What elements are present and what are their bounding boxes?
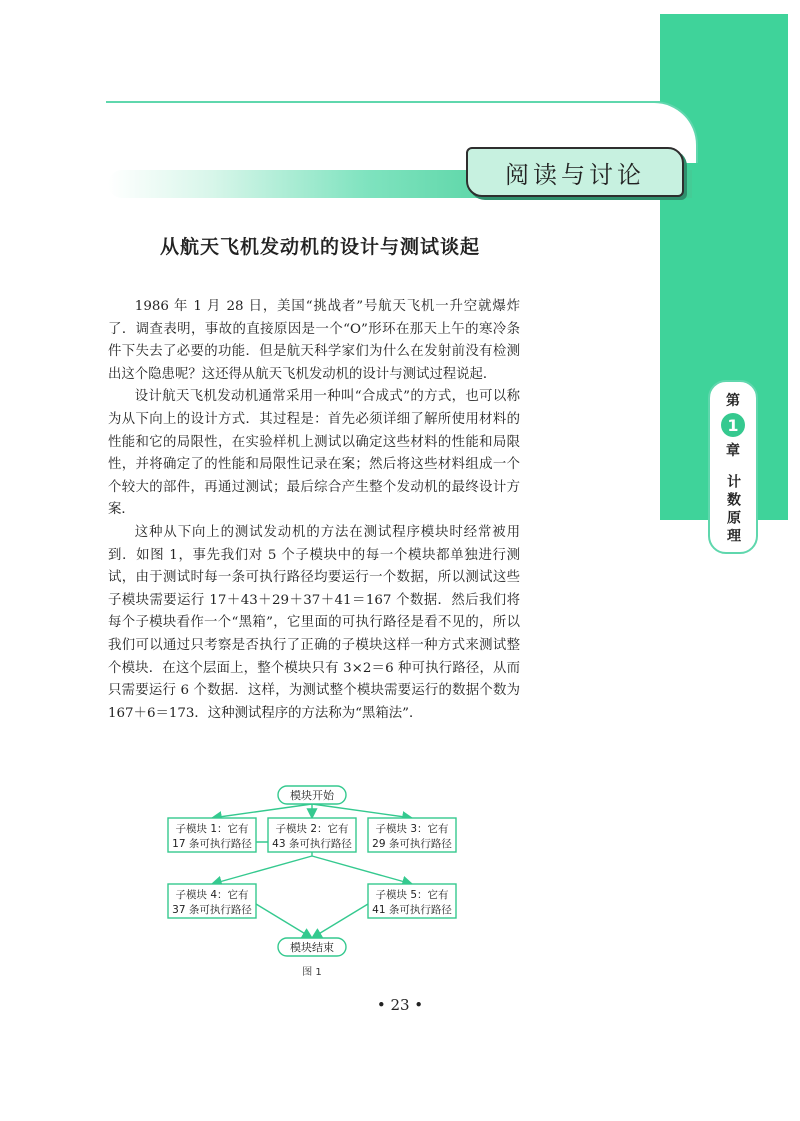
figure-caption: 图 1 — [302, 967, 322, 978]
module-5-line1: 子模块 5：它有 — [375, 889, 449, 901]
paragraph: 1986 年 1 月 28 日，美国“挑战者”号航天飞机一升空就爆炸了．调查表明，事故的直接原因是一个“O”形环在那天上午的寒冷条件下失去了必要的功能．但是航天科学家们为什么在发射前没有检测出这个隐患呢？这还得从航天飞机发动机的设计与测试过程说起． — [108, 299, 520, 382]
section-banner — [466, 147, 684, 197]
section-title: 阅读与讨论 — [505, 160, 645, 189]
module-2-line2: 43 条可执行路径 — [272, 838, 352, 850]
module-1-line1: 子模块 1：它有 — [175, 823, 249, 835]
flowchart-figure — [160, 780, 460, 980]
header-rule — [106, 101, 660, 103]
chapter-tab-zhang: 章 — [726, 443, 740, 459]
paragraph: 设计航天飞机发动机通常采用一种叫“合成式”的方式，也可以称为从下向上的设计方式．其过程是：首先必须详细了解所使用材料的性能和它的局限性，在实验样机上测试以确定这些材料的性能和局限性，并将确定了的性能和局限性记录在案；然后将这些材料组成一个个较大的部件，再通过测试；最后综合产生整个发动机的最终设计方案． — [108, 389, 520, 518]
start-label: 模块开始 — [290, 789, 334, 802]
chapter-number-badge: 1 — [721, 413, 745, 437]
chapter-tab — [708, 380, 758, 554]
module-3-line1: 子模块 3：它有 — [375, 823, 449, 835]
module-5-line2: 41 条可执行路径 — [372, 904, 452, 916]
module-1-line2: 17 条可执行路径 — [172, 838, 252, 850]
article-title: 从航天飞机发动机的设计与测试谈起 — [160, 236, 481, 258]
module-4-line2: 37 条可执行路径 — [172, 904, 252, 916]
page-number: • 23 • — [376, 996, 424, 1014]
module-4-line1: 子模块 4：它有 — [175, 889, 249, 901]
end-label: 模块结束 — [290, 941, 334, 954]
chapter-tab-di: 第 — [726, 393, 740, 409]
article-body — [108, 296, 520, 725]
module-3-line2: 29 条可执行路径 — [372, 838, 452, 850]
paragraph: 这种从下向上的测试发动机的方法在测试程序模块时经常被用到．如图 1，事先我们对 5 个子模块中的每一个模块都单独进行测试，由于测试时每一条可执行路径均要运行一个数据，所以测试这些子模块需要运行 17＋43＋29＋37＋41＝167 个数据．然后我们将每个子模块看作一个“黑箱”，它里面的可执行路径是看不见的，所以我们可以通过只考察是否执行了正确的子模块这样一种方式来测试整个模块．在这个层面上，整个模块只有 3×2＝6 种可执行路径，从而只需要运行 6 个数据．这样，为测试整个模块需要运行的数据个数为 167＋6＝173．这种测试程序的方法称为“黑箱法”． — [108, 524, 520, 721]
module-2-line1: 子模块 2：它有 — [275, 823, 349, 835]
chapter-name: 计数原理 — [725, 474, 741, 546]
